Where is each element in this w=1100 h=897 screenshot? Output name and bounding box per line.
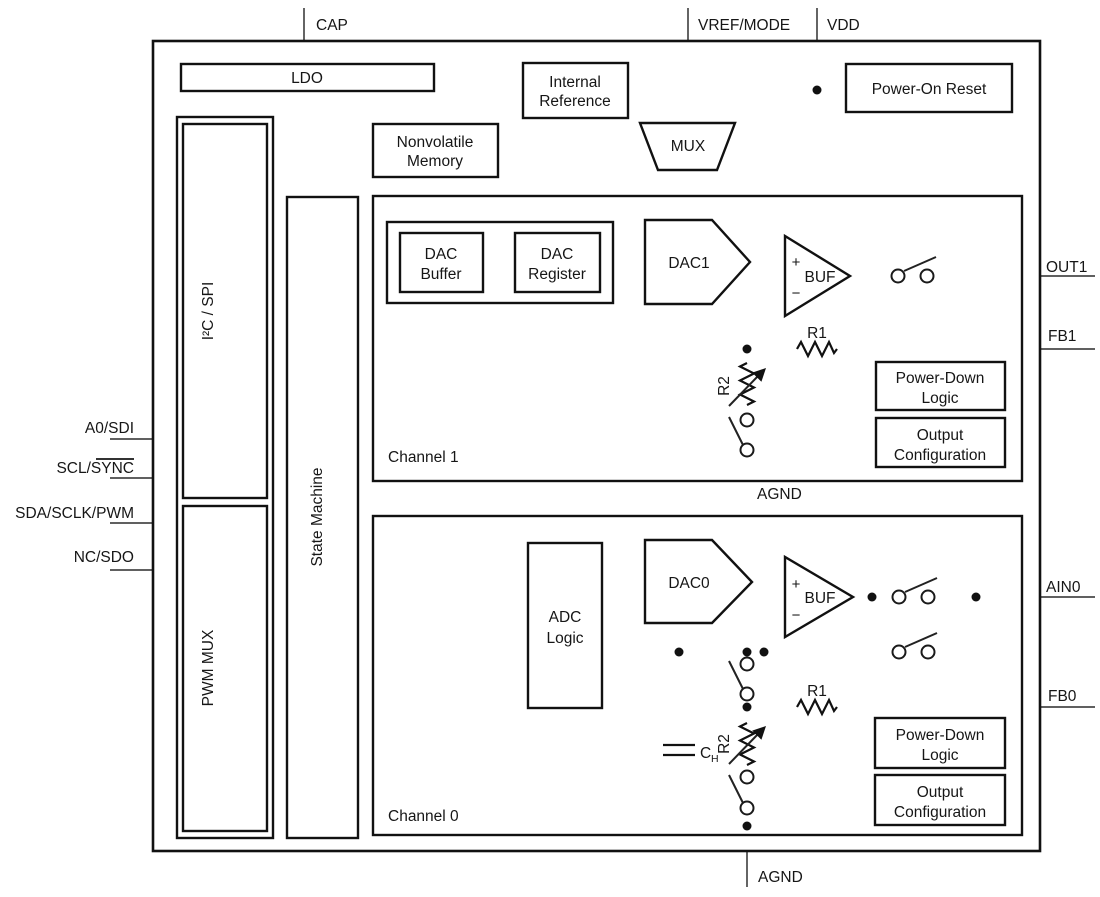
out1-pin-label: OUT1 <box>1046 259 1088 276</box>
i2c-spi-label: I²C / SPI <box>200 281 217 341</box>
adc-logic-label-1: ADC <box>548 609 582 626</box>
output-configuration-label-1-ch1: Output <box>916 427 964 444</box>
buf-label-ch1: BUF <box>804 269 836 286</box>
power-down-logic-block-ch1 <box>876 362 1005 410</box>
nonvolatile-memory-label-1: Nonvolatile <box>396 134 474 151</box>
ain0-pin-label: AIN0 <box>1046 579 1081 596</box>
cap-pin-label: CAP <box>316 17 348 34</box>
opamp-minus-ch1: − <box>791 285 801 302</box>
agnd-label-ch0: AGND <box>758 869 803 886</box>
r1-label-ch1: R1 <box>807 325 827 342</box>
hold-capacitor-label: C <box>700 745 712 762</box>
power-down-logic-label-1-ch0: Power-Down <box>895 727 985 744</box>
pwm-mux-block <box>183 506 267 831</box>
dac-buffer-block <box>400 233 483 292</box>
buf-label-ch0: BUF <box>804 590 836 607</box>
dac1-label: DAC1 <box>668 255 710 272</box>
hold-capacitor-label-sub: H <box>711 753 719 765</box>
vdd-pin-label: VDD <box>827 17 860 34</box>
dac-buffer-label-2: Buffer <box>420 266 462 283</box>
dac-register-label-2: Register <box>528 266 586 283</box>
adc-logic-block <box>528 543 602 708</box>
output-configuration-label-2-ch0: Configuration <box>893 804 987 821</box>
agnd-label-ch1: AGND <box>757 486 802 503</box>
adc-logic-label-2: Logic <box>546 630 584 647</box>
mux-block <box>640 123 735 170</box>
power-down-logic-label-2-ch1: Logic <box>921 390 959 407</box>
mux-label: MUX <box>670 138 706 155</box>
nonvolatile-memory-label-2: Memory <box>407 153 463 170</box>
power-on-reset-block <box>846 64 1012 112</box>
output-configuration-label-2-ch1: Configuration <box>893 447 987 464</box>
internal-reference-label-1: Internal <box>549 74 601 91</box>
state-machine-block <box>287 197 358 838</box>
internal-reference-block <box>523 63 628 118</box>
vref-mode-pin-label: VREF/MODE <box>698 17 791 34</box>
ldo-label: LDO <box>291 70 323 87</box>
nc-sdo-pin-label: NC/SDO <box>73 549 134 566</box>
ldo-block <box>181 64 434 91</box>
interface-container <box>177 117 273 838</box>
fb1-pin-label: FB1 <box>1048 328 1077 345</box>
internal-reference-label-2: Reference <box>539 93 611 110</box>
power-down-logic-label-2-ch0: Logic <box>921 747 959 764</box>
dac-register-block <box>515 233 600 292</box>
state-machine-label: State Machine <box>309 467 326 567</box>
opamp-plus-ch0: + <box>791 576 801 593</box>
dac-register-label-1: DAC <box>540 246 574 263</box>
scl-sync-pin-label: SCL/SYNC <box>56 460 134 477</box>
sda-sclk-pwm-pin-label: SDA/SCLK/PWM <box>15 505 134 522</box>
i2c-spi-block <box>183 124 267 498</box>
a0-sdi-pin-label: A0/SDI <box>84 420 134 437</box>
channel0-label: Channel 0 <box>388 808 459 825</box>
channel0-block <box>373 516 1022 835</box>
nonvolatile-memory-block <box>373 124 498 177</box>
channel1-block <box>373 196 1022 503</box>
r2-label-ch0: R2 <box>716 734 733 754</box>
output-configuration-label-1-ch0: Output <box>916 784 964 801</box>
fb0-pin-label: FB0 <box>1048 688 1077 705</box>
output-configuration-block-ch1 <box>876 418 1005 467</box>
r1-label-ch0: R1 <box>807 683 827 700</box>
r2-label-ch1: R2 <box>716 376 733 396</box>
output-configuration-block-ch0 <box>875 775 1005 825</box>
channel1-label: Channel 1 <box>388 449 459 466</box>
power-on-reset-label: Power-On Reset <box>871 81 987 98</box>
opamp-minus-ch0: − <box>791 607 801 624</box>
dac0-label: DAC0 <box>668 575 710 592</box>
power-down-logic-label-1-ch1: Power-Down <box>895 370 985 387</box>
pwm-mux-label: PWM MUX <box>200 629 217 707</box>
dac-buffer-label-1: DAC <box>424 246 458 263</box>
power-down-logic-block-ch0 <box>875 718 1005 768</box>
opamp-plus-ch1: + <box>791 254 801 271</box>
